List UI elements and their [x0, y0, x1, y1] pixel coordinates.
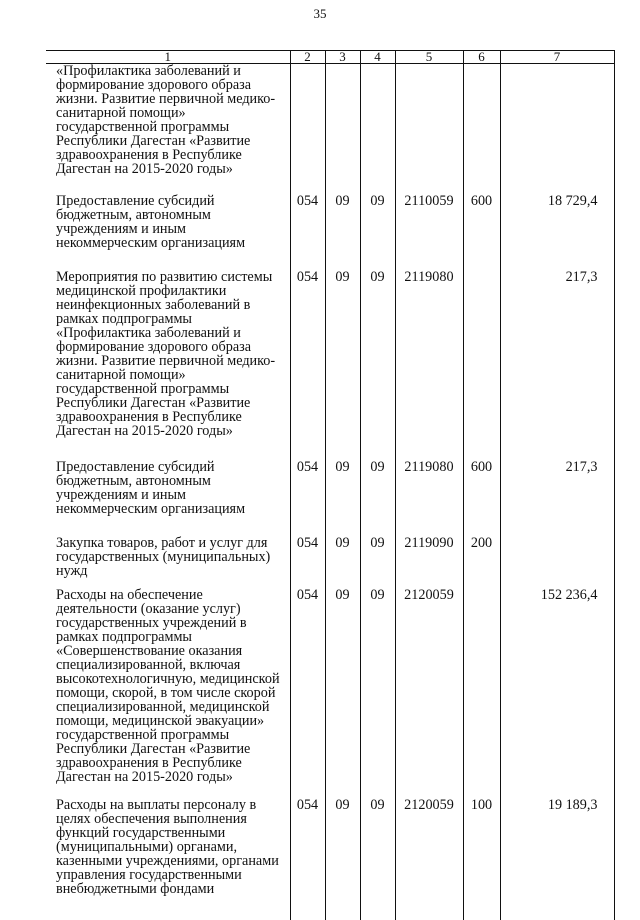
- cell-expense-type: [463, 588, 500, 798]
- cell-ministry-code: 054: [290, 194, 325, 270]
- row-name: «Профилактика заболеваний и формирование здорового образа жизни. Развитие первичной медико-санитарной помощи» государственной программы Республики Дагестан «Развитие здравоохранения в Республике Дагестан на 2015-2020 годы»: [46, 64, 290, 195]
- cell-section: 09: [325, 270, 360, 460]
- cell-target-article: 2120059: [395, 798, 463, 920]
- cell-amount: 217,3: [500, 270, 614, 460]
- row-name: Расходы на обеспечение деятельности (оказание услуг) государственных учреждений в рамках подпрограммы «Совершенствование оказания специализированной, включая высокотехнологичную, медицинской помощи, скорой, в том числе скорой специализированной, медицинской помощи, медицинской эвакуации» государственной программы Республики Дагестан «Развитие здравоохранения в Республике Дагестан на 2015-2020 годы»: [46, 588, 290, 798]
- cell-subsection: 09: [360, 460, 395, 536]
- table-row: [46, 536, 614, 588]
- row-name: Мероприятия по развитию системы медицинской профилактики неинфекционных заболеваний в рамках подпрограммы «Профилактика заболеваний и формирование здорового образа жизни. Развитие первичной медико-санитарной помощи» государственной программы Республики Дагестан «Развитие здравоохранения в Республике Дагестан на 2015-2020 годы»: [46, 270, 290, 460]
- cell-amount: 19 189,3: [500, 798, 614, 920]
- cell-ministry-code: 054: [290, 270, 325, 460]
- table-row: [46, 270, 614, 460]
- table-row: [46, 194, 614, 270]
- cell-expense-type: 200: [463, 536, 500, 588]
- cell-ministry-code: 054: [290, 460, 325, 536]
- cell-ministry-code: 054: [290, 536, 325, 588]
- table-row: [46, 64, 614, 195]
- cell-target-article: [395, 64, 463, 195]
- cell-target-article: 2119090: [395, 536, 463, 588]
- cell-target-article: 2119080: [395, 270, 463, 460]
- cell-section: [325, 64, 360, 195]
- cell-amount: 217,3: [500, 460, 614, 536]
- row-name: Предоставление субсидий бюджетным, автономным учреждениям и иным некоммерческим организациям: [46, 460, 290, 536]
- cell-target-article: 2119080: [395, 460, 463, 536]
- cell-target-article: 2120059: [395, 588, 463, 798]
- cell-subsection: 09: [360, 194, 395, 270]
- cell-subsection: 09: [360, 536, 395, 588]
- row-name: Расходы на выплаты персоналу в целях обеспечения выполнения функций государственными (муниципальными) органами, казенными учреждениями, органами управления государственными внебюджетными фондами: [46, 798, 290, 920]
- column-header: 5: [395, 51, 463, 64]
- table-row: [46, 588, 614, 798]
- cell-section: 09: [325, 536, 360, 588]
- cell-section: 09: [325, 194, 360, 270]
- cell-expense-type: 600: [463, 194, 500, 270]
- budget-table: [46, 50, 615, 920]
- cell-subsection: 09: [360, 798, 395, 920]
- cell-subsection: [360, 64, 395, 195]
- cell-ministry-code: 054: [290, 798, 325, 920]
- row-name: Предоставление субсидий бюджетным, автономным учреждениям и иным некоммерческим организациям: [46, 194, 290, 270]
- cell-expense-type: 600: [463, 460, 500, 536]
- cell-section: 09: [325, 460, 360, 536]
- column-header: 3: [325, 51, 360, 64]
- table-row: [46, 460, 614, 536]
- cell-amount: 18 729,4: [500, 194, 614, 270]
- cell-amount: [500, 536, 614, 588]
- column-header: 1: [46, 51, 290, 64]
- cell-ministry-code: [290, 64, 325, 195]
- cell-ministry-code: 054: [290, 588, 325, 798]
- cell-section: 09: [325, 588, 360, 798]
- cell-target-article: 2110059: [395, 194, 463, 270]
- table-row: [46, 798, 614, 920]
- cell-subsection: 09: [360, 588, 395, 798]
- cell-section: 09: [325, 798, 360, 920]
- header-row: [46, 51, 614, 64]
- cell-expense-type: [463, 270, 500, 460]
- column-header: 6: [463, 51, 500, 64]
- cell-amount: 152 236,4: [500, 588, 614, 798]
- column-header: 2: [290, 51, 325, 64]
- row-name: Закупка товаров, работ и услуг для государственных (муниципальных) нужд: [46, 536, 290, 588]
- cell-subsection: 09: [360, 270, 395, 460]
- cell-expense-type: 100: [463, 798, 500, 920]
- cell-expense-type: [463, 64, 500, 195]
- column-header: 7: [500, 51, 614, 64]
- cell-amount: [500, 64, 614, 195]
- column-header: 4: [360, 51, 395, 64]
- page-number: 35: [313, 6, 327, 21]
